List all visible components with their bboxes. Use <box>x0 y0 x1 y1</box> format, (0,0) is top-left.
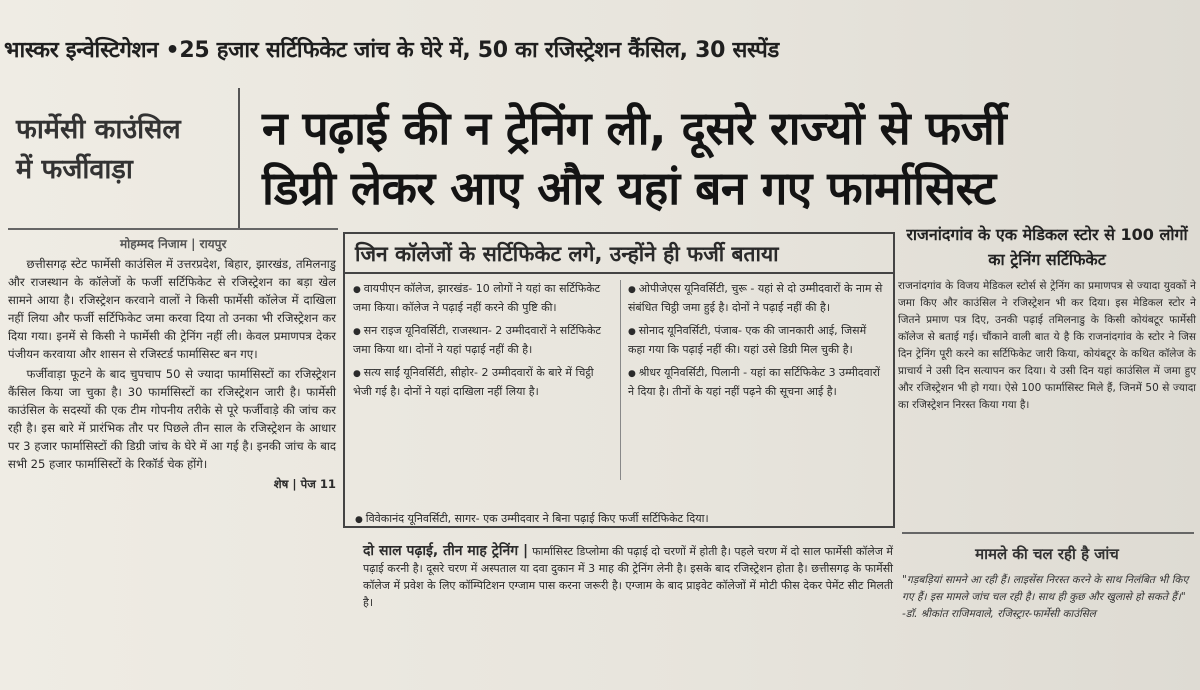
training-note <box>363 543 893 611</box>
side-story <box>898 222 1196 414</box>
headline-line2: डिग्री लेकर आए और यहां बन गए फार्मासिस्ट <box>262 161 996 215</box>
side-title-line1: फार्मेसी काउंसिल <box>16 114 181 145</box>
side-title <box>16 110 226 190</box>
quote-attribution: -डॉ. श्रीकांत राजिमवाले, रजिस्ट्रार-फार्मेसी काउंसिल <box>902 608 1096 620</box>
vertical-divider <box>238 88 240 228</box>
headline <box>262 98 1200 218</box>
colleges-box-title: जिन कॉलेजों के सर्टिफिकेट लगे, उन्होंने ही फर्जी बताया <box>355 242 779 266</box>
side-story-body: राजनांदगांव के विजय मेडिकल स्टोर्स से ट्रेनिंग का प्रमाणपत्र से ज्यादा युवकों ने जमा किए और काउंसिल ने रजिस्ट्रेशन भी कर दिया। इस मेडिकल स्टोर ने जितने प्रमाण पत्र दिए, उनकी पढ़ाई तमिलनाडु के किसी कोयंबटूर फार्मेसी कॉलेज से बताई गई। चौंकाने वाली बात ये है कि राजनांदगांव के स्टोर ने जिस दिन ट्रेनिंग पूरी करने का सर्टिफिकेट जारी किया, कोयंबटूर के कथित कॉलेज के प्राचार्य ने उसी दिन सत्यापन कर दिया। ये उसी दिन यहां काउंसिल में जमा हुए और रजिस्ट्रेशन भी हो गया। ऐसे 100 फार्मासिस्ट मिले हैं, जिनमें 50 से ज्यादा का रजिस्ट्रेशन निरस्त किया गया है। <box>898 280 1196 411</box>
investigation-quote <box>902 572 1192 623</box>
headline-line1: न पढ़ाई की न ट्रेनिंग ली, दूसरे राज्यों से फर्जी <box>262 101 1007 155</box>
list-item-bottom: ● विवेकानंद यूनिवर्सिटी, सागर- एक उम्मीदवार ने बिना पढ़ाई किए फर्जी सर्टिफिकेट दिया। <box>355 511 885 526</box>
article-paragraph-2: फर्जीवाड़ा फूटने के बाद चुपचाप 50 से ज्यादा फार्मासिस्टों का रजिस्ट्रेशन कैंसिल किया जा चुका है। 30 फार्मासिस्टों का रजिस्ट्रेशन जारी है। फार्मेसी काउंसिल के सदस्यों की एक टीम गोपनीय तरीके से पूरे फर्जीवाड़े की जांच कर रही है। इस बारे में प्रारंभिक तौर पर पिछले तीन साल के रजिस्ट्रेशन के आधार पर 3 हजार फार्मासिस्टों की डिग्री जांच के घेरे में आ गई है। इनकी जांच के बाद सभी 25 हजार फार्मासिस्टों के रिकॉर्ड चेक होंगे। <box>8 367 336 471</box>
list-item: ● श्रीधर यूनिवर्सिटी, पिलानी - यहां का सर्टिफिकेट 3 उम्मीदवारों ने दिया है। तीनों के यहां नहीं पढ़ने की सूचना आई है। <box>628 364 886 400</box>
side-story-title: राजनांदगांव के एक मेडिकल स्टोर से 100 लोगों का ट्रेनिंग सर्टिफिकेट <box>906 225 1188 269</box>
colleges-left-list <box>353 280 611 406</box>
kicker-brand: भास्कर इन्वेस्टिगेशन <box>4 38 159 63</box>
investigation-box <box>902 538 1192 688</box>
list-item: ● सत्य साईं यूनिवर्सिटी, सीहोर- 2 उम्मीदवारों के बारे में चिट्ठी भेजी गई है। दोनों ने यहां दाखिला नहीं लिया है। <box>353 364 611 400</box>
training-note-text: फार्मासिस्ट डिप्लोमा की पढ़ाई दो चरणों में होती है। पहले चरण में दो साल फार्मेसी कॉलेज में पढ़ाई करनी है। दूसरे चरण में अस्पताल या दवा दुकान में 3 माह की ट्रेनिंग लेनी है। इसके बाद रजिस्ट्रेशन होता है। छत्तीसगढ़ के फार्मेसी कॉलेज में प्रवेश के लिए कॉम्पिटिशन एग्जाम पास करना जरूरी है। एग्जाम के बाद प्राइवेट कॉलेजों में मोटी फीस देकर पेमेंट सीट मिलती है। <box>363 545 894 609</box>
colleges-box <box>343 232 895 528</box>
main-article <box>8 255 336 493</box>
column-divider <box>620 280 621 480</box>
training-note-heading: दो साल पढ़ाई, तीन माह ट्रेनिंग | <box>363 543 529 559</box>
quote-text: "गड़बड़ियां सामने आ रही हैं। लाइसेंस निरस्त करने के साथ निलंबित भी किए गए हैं। इस मामले जांच चल रही है। साथ ही कुछ और खुलासे हो सकते हैं।" <box>902 574 1189 603</box>
kicker-line <box>4 34 779 64</box>
investigation-box-title: मामले की चल रही है जांच <box>975 545 1119 563</box>
byline: मोहम्मद निजाम | रायपुर <box>120 237 227 251</box>
kicker-text: •25 हजार सर्टिफिकेट जांच के घेरे में, 50 का रजिस्ट्रेशन कैंसिल, 30 सस्पेंड <box>158 38 779 63</box>
horizontal-divider <box>902 532 1194 534</box>
continued-note: शेष | पेज 11 <box>273 477 336 491</box>
box-divider <box>345 272 893 274</box>
horizontal-divider <box>8 228 338 230</box>
list-item: ● वायपीएन कॉलेज, झारखंड- 10 लोगों ने यहां का सर्टिफिकेट जमा किया। कॉलेज ने पढ़ाई नहीं करने की पुष्टि की। <box>353 280 611 316</box>
side-title-line2: में फर्जीवाड़ा <box>16 154 133 185</box>
list-item: ● ओपीजेएस यूनिवर्सिटी, चुरू - यहां से दो उम्मीदवारों के नाम से संबंधित चिट्ठी जमा हुई है। दोनों ने पढ़ाई नहीं की है। <box>628 280 886 316</box>
list-item: ● सोनाद यूनिवर्सिटी, पंजाब- एक की जानकारी आई, जिसमें कहा गया कि पढ़ाई नहीं की। यहां उसे डिग्री मिल चुकी है। <box>628 322 886 358</box>
list-item: ● सन राइज यूनिवर्सिटी, राजस्थान- 2 उम्मीदवारों ने सर्टिफिकेट जमा किया था। दोनों ने यहां पढ़ाई नहीं की है। <box>353 322 611 358</box>
article-paragraph-1: छत्तीसगढ़ स्टेट फार्मेसी काउंसिल में उत्तरप्रदेश, बिहार, झारखंड, तमिलनाडु और राजस्थान के कॉलेजों के फर्जी सर्टिफिकेट से रजिस्ट्रेशन का बड़ा खेल सामने आया है। रजिस्ट्रेशन करवाने वालों ने किसी फार्मेसी कॉलेज में दाखिला नहीं लिया और फर्जी सर्टिफिकेट जमा करवा दिया तो उनका भी रजिस्ट्रेशन कर दिया गया। इनमें से किसी ने फार्मेसी की ट्रेनिंग नहीं ली। केवल प्रमाणपत्र देकर पंजीयन करवाया और शासन से रजिस्टर्ड फार्मासिस्ट बन गए। <box>8 257 336 361</box>
colleges-right-list <box>628 280 886 406</box>
